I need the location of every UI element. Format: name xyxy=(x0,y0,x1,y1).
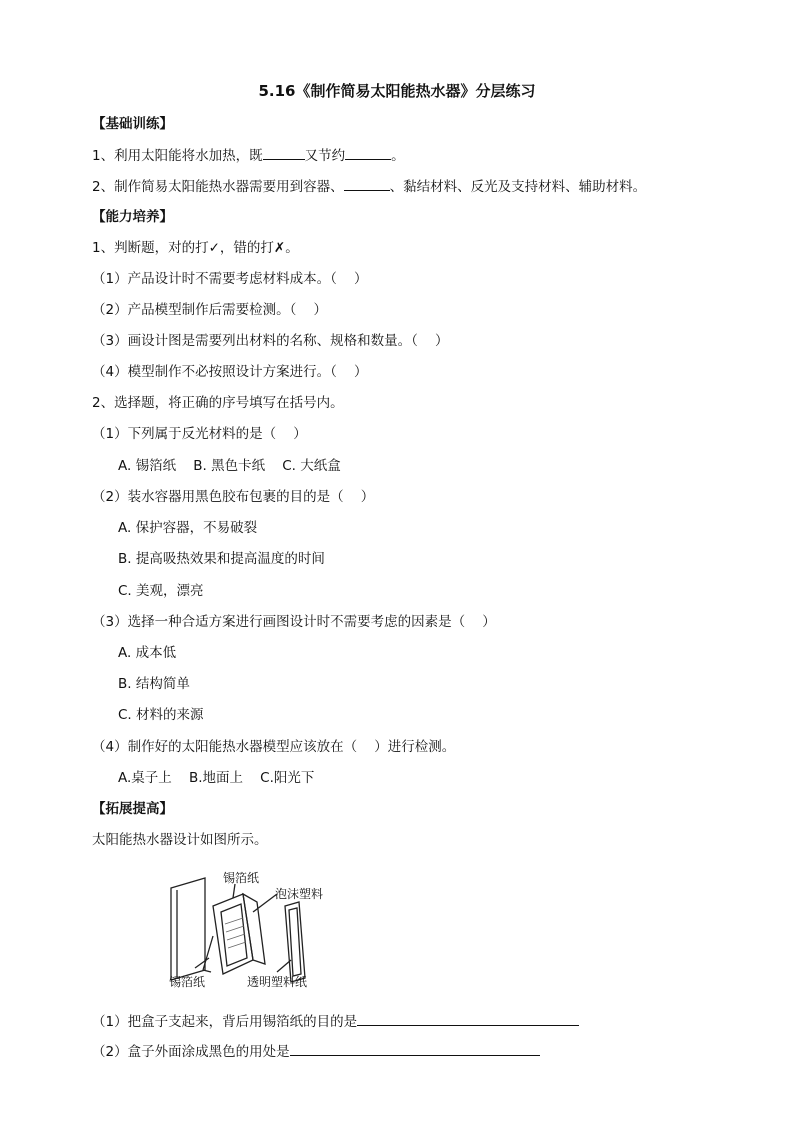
plastic-cover-shape xyxy=(285,902,305,982)
q1-text-b: 又节约 xyxy=(304,148,346,164)
extend-intro: 太阳能热水器设计如图所示。 xyxy=(92,832,268,848)
basic-question-1 xyxy=(92,144,794,166)
choice-question-3: （3）选择一种合适方案进行画图设计时不需要考虑的因素是（ ） xyxy=(92,614,496,630)
choice-q2-option-b: B. 提高吸热效果和提高温度的时间 xyxy=(118,551,325,567)
q2-blank[interactable] xyxy=(344,175,390,191)
choice-q4-options: A.桌子上 B.地面上 C.阳光下 xyxy=(118,770,315,786)
choice-q3-option-c: C. 材料的来源 xyxy=(118,707,204,723)
choice-q3-option-b: B. 结构简单 xyxy=(118,676,190,692)
q2-text-b: 、黏结材料、反光及支持材料、辅助材料。 xyxy=(389,179,647,195)
extend-q1-answer-line[interactable] xyxy=(357,1010,579,1026)
extend-q1-text: （1）把盒子支起来，背后用锡箔纸的目的是 xyxy=(92,1014,358,1030)
judge-intro xyxy=(92,237,794,259)
section-basic-heading: 【基础训练】 xyxy=(92,116,173,132)
judge-item-2: （2）产品模型制作后需要检测。（ ） xyxy=(92,302,328,318)
label-foam: 泡沫塑料 xyxy=(275,887,324,901)
choice-q2-option-a: A. 保护容器，不易破裂 xyxy=(118,520,258,536)
section-ability-heading: 【能力培养】 xyxy=(92,209,173,225)
q1-blank-2[interactable] xyxy=(345,144,391,160)
label-foil-bottom: 锡箔纸 xyxy=(169,975,206,989)
judge-item-1: （1）产品设计时不需要考虑材料成本。（ ） xyxy=(92,271,368,287)
q1-text-c: 。 xyxy=(391,148,405,164)
judge-intro-end: 。 xyxy=(285,240,299,256)
label-plastic: 透明塑料纸 xyxy=(247,975,308,989)
q2-text-a: 2、制作简易太阳能热水器需要用到容器、 xyxy=(92,179,344,195)
choice-intro: 2、选择题，将正确的序号填写在括号内。 xyxy=(92,395,344,411)
judge-intro-text: 1、判断题，对的打 xyxy=(92,240,209,256)
q1-text-a: 1、利用太阳能将水加热，既 xyxy=(92,148,263,164)
choice-q3-option-a: A. 成本低 xyxy=(118,645,177,661)
judge-item-3: （3）画设计图是需要列出材料的名称、规格和数量。（ ） xyxy=(92,333,449,349)
cross-mark-icon: ✗ xyxy=(273,240,286,256)
extend-q2-answer-line[interactable] xyxy=(290,1040,540,1056)
choice-question-1: （1）下列属于反光材料的是（ ） xyxy=(92,426,307,442)
q1-blank-1[interactable] xyxy=(263,144,305,160)
choice-question-4: （4）制作好的太阳能热水器模型应该放在（ ）进行检测。 xyxy=(92,739,456,755)
box-shape xyxy=(213,894,253,974)
check-mark-icon: ✓ xyxy=(208,240,220,256)
page-title: 5.16《制作简易太阳能热水器》分层练习 xyxy=(258,82,536,100)
basic-question-2 xyxy=(92,175,794,197)
section-extend-heading: 【拓展提高】 xyxy=(92,801,173,817)
choice-question-2: （2）装水容器用黑色胶布包裹的目的是（ ） xyxy=(92,489,375,505)
extend-question-1 xyxy=(92,1010,794,1032)
judge-intro-mid: ，错的打 xyxy=(219,240,274,256)
judge-item-4: （4）模型制作不必按照设计方案进行。（ ） xyxy=(92,364,368,380)
label-foil-top: 锡箔纸 xyxy=(223,871,260,885)
extend-question-2 xyxy=(92,1040,794,1062)
choice-q2-option-c: C. 美观，漂亮 xyxy=(118,583,204,599)
extend-q2-text: （2）盒子外面涂成黑色的用处是 xyxy=(92,1044,290,1060)
choice-q1-options: A. 锡箔纸 B. 黑色卡纸 C. 大纸盒 xyxy=(118,458,341,474)
solar-heater-diagram xyxy=(165,866,345,994)
